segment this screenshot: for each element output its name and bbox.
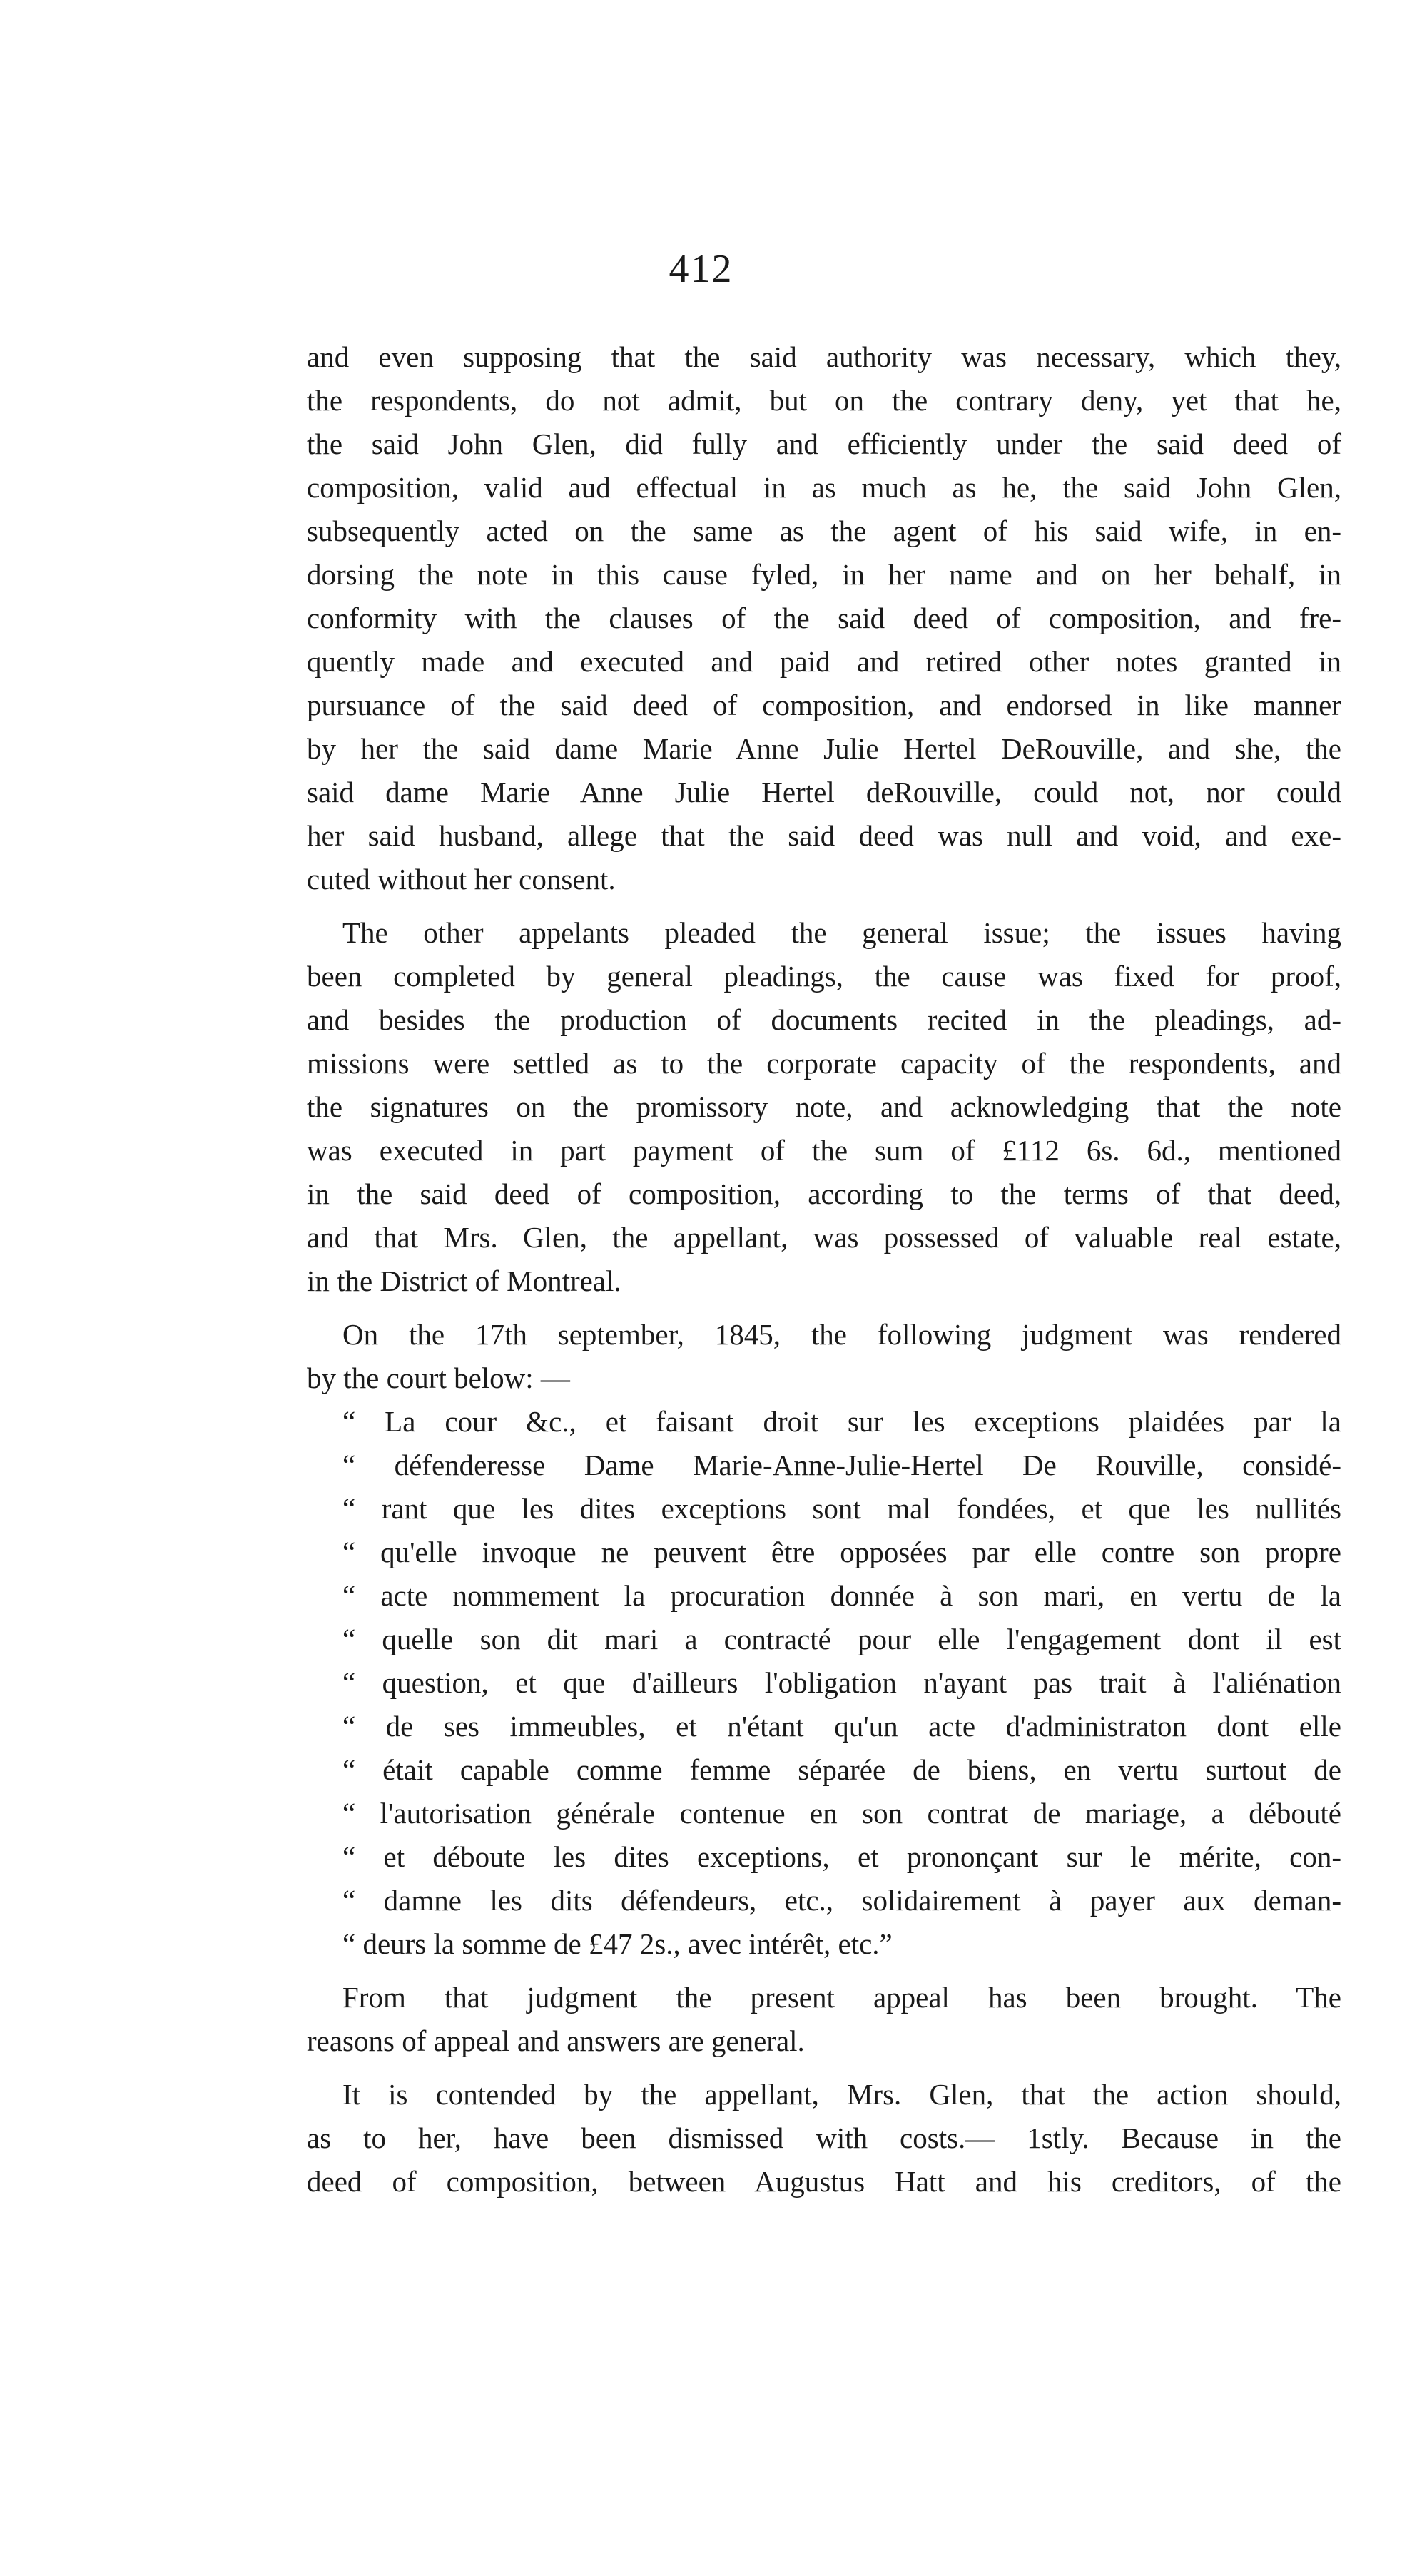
text-line: and that Mrs. Glen, the appellant, was possessed of valuable real estate, (307, 1221, 1341, 1254)
text-line: in the District of Montreal. (307, 1264, 621, 1297)
quoted-judgment (307, 1400, 1341, 1966)
paragraph (307, 335, 1341, 901)
text-line: said dame Marie Anne Julie Hertel deRouville, could not, nor could (307, 776, 1341, 808)
text-line: the said John Glen, did fully and efficiently under the said deed of (307, 427, 1341, 460)
text-line: “ et déboute les dites exceptions, et prononçant sur le mérite, con- (342, 1840, 1341, 1873)
text-line: It is contended by the appellant, Mrs. Glen, that the action should, (342, 2078, 1341, 2111)
text-line: subsequently acted on the same as the agent of his said wife, in en- (307, 514, 1341, 547)
text-line: “ damne les dits défendeurs, etc., solidairement à payer aux deman- (342, 1884, 1341, 1917)
text-line: “ La cour &c., et faisant droit sur les exceptions plaidées par la (342, 1405, 1341, 1438)
text-line: been completed by general pleadings, the cause was fixed for proof, (307, 960, 1341, 993)
text-line: in the said deed of composition, according to the terms of that deed, (307, 1177, 1341, 1210)
text-line: “ rant que les dites exceptions sont mal fondées, et que les nullités (342, 1492, 1341, 1525)
text-line: “ deurs la somme de £47 2s., avec intérêt, etc.” (342, 1927, 893, 1960)
text-line: by the court below: — (307, 1361, 570, 1394)
text-line: From that judgment the present appeal has been brought. The (342, 1981, 1341, 2014)
text-line: “ qu'elle invoque ne peuvent être opposées par elle contre son propre (342, 1536, 1341, 1568)
text-line: On the 17th september, 1845, the following judgment was rendered (342, 1318, 1341, 1351)
text-line: missions were settled as to the corporate capacity of the respondents, and (307, 1047, 1341, 1080)
text-line: The other appelants pleaded the general issue; the issues having (342, 916, 1341, 949)
text-line: “ défenderesse Dame Marie-Anne-Julie-Hertel De Rouville, considé- (342, 1449, 1341, 1481)
text-line: composition, valid aud effectual in as much as he, the said John Glen, (307, 471, 1341, 504)
paragraph (307, 1976, 1341, 2063)
paragraph (307, 911, 1341, 1303)
text-line: “ l'autorisation générale contenue en son contrat de mariage, a débouté (342, 1797, 1341, 1830)
text-line: reasons of appeal and answers are general. (307, 2024, 805, 2057)
paragraph (307, 2073, 1341, 2204)
text-line: conformity with the clauses of the said deed of composition, and fre- (307, 602, 1341, 634)
page-text (307, 335, 1341, 2204)
paragraph (307, 1313, 1341, 1400)
text-line: by her the said dame Marie Anne Julie Hertel DeRouville, and she, the (307, 732, 1341, 765)
text-line: “ de ses immeubles, et n'étant qu'un acte d'administraton dont elle (342, 1710, 1341, 1743)
text-line: her said husband, allege that the said deed was null and void, and exe- (307, 819, 1341, 852)
text-line: “ acte nommement la procuration donnée à son mari, en vertu de la (342, 1579, 1341, 1612)
text-line: quently made and executed and paid and retired other notes granted in (307, 645, 1341, 678)
text-line: and besides the production of documents recited in the pleadings, ad- (307, 1003, 1341, 1036)
text-line: as to her, have been dismissed with costs.— 1stly. Because in the (307, 2121, 1341, 2154)
text-line: deed of composition, between Augustus Hatt and his creditors, of the (307, 2165, 1341, 2198)
text-line: and even supposing that the said authority was necessary, which they, (307, 340, 1341, 373)
text-line: the signatures on the promissory note, and acknowledging that the note (307, 1090, 1341, 1123)
text-line: dorsing the note in this cause fyled, in her name and on her behalf, in (307, 558, 1341, 591)
text-line: “ question, et que d'ailleurs l'obligation n'ayant pas trait à l'aliénation (342, 1666, 1341, 1699)
text-line: pursuance of the said deed of composition, and endorsed in like manner (307, 689, 1341, 721)
text-line: the respondents, do not admit, but on the contrary deny, yet that he, (307, 384, 1341, 417)
text-line: “ quelle son dit mari a contracté pour elle l'engagement dont il est (342, 1623, 1341, 1655)
text-line: cuted without her consent. (307, 863, 616, 896)
text-line: “ était capable comme femme séparée de biens, en vertu surtout de (342, 1753, 1341, 1786)
page-number: 412 (669, 247, 733, 291)
text-line: was executed in part payment of the sum of £112 6s. 6d., mentioned (307, 1134, 1341, 1167)
